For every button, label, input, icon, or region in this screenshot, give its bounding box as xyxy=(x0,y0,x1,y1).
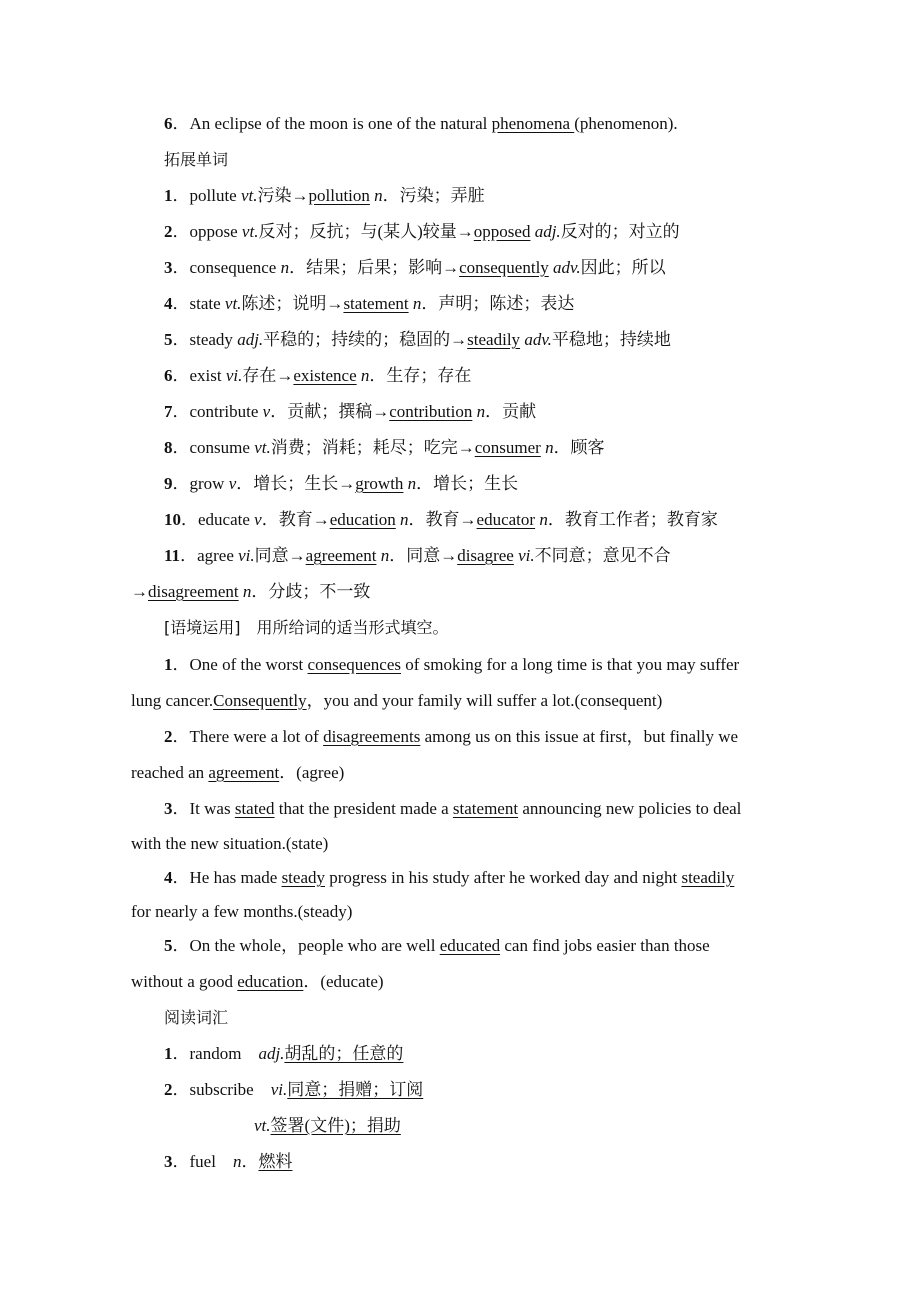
expand-item: 11．agree vi.同意→agreement n．同意→disagree vi.不同意；意见不合 xyxy=(164,546,671,565)
definition: ．贡献 xyxy=(485,402,537,421)
expand-item: 7．contribute v．贡献；撰稿→contribution n．贡献 xyxy=(164,402,537,421)
sentence-text: ．(educate) xyxy=(303,972,384,991)
pos: vi. xyxy=(238,546,255,565)
pos: n xyxy=(540,438,554,457)
answer-blank: stated xyxy=(234,799,275,818)
derived-word: statement xyxy=(343,294,409,313)
pos: adj. xyxy=(237,330,264,349)
expand-item: 3．consequence n．结果；后果；影响→consequently adv.因此；所以 xyxy=(164,258,666,277)
sentence-text: One of the worst xyxy=(189,655,308,674)
pos: n xyxy=(369,186,383,205)
expand-item: 5．steady adj.平稳的；持续的；稳固的→steadily adv.平稳地；持续地 xyxy=(164,330,671,349)
base-word: consequence xyxy=(189,258,281,277)
definition: ．结果；后果；影响→ xyxy=(289,258,460,277)
pos: n xyxy=(408,294,422,313)
sentence-text: among us on this issue at first，but finally we xyxy=(420,727,739,746)
sentence-text: can find jobs easier than those xyxy=(500,936,710,955)
sentence-text: On the whole，people who are well xyxy=(189,936,440,955)
derived-word: pollution xyxy=(308,186,370,205)
answer-blank: steady xyxy=(281,868,325,887)
hint-text: (phenomenon). xyxy=(574,114,678,133)
item-number: 11 xyxy=(164,546,181,565)
base-word: steady xyxy=(189,330,238,349)
reading-item: 1．random adj.胡乱的；任意的 xyxy=(164,1044,404,1063)
derived-word: consequently xyxy=(459,258,549,277)
pos: n xyxy=(280,258,290,277)
sentence-text: that the president made a xyxy=(274,799,453,818)
expand-item: 1．pollute vt.污染→pollution n．污染；弄脏 xyxy=(164,186,485,205)
answer-blank: phenomena xyxy=(491,114,575,133)
definition: 消费；消耗；耗尽；吃完→ xyxy=(270,438,475,457)
item-number: 2 xyxy=(164,222,173,241)
arrow: → xyxy=(131,582,148,601)
item-number: 5 xyxy=(164,330,173,349)
pos: n xyxy=(403,474,417,493)
pos: n xyxy=(395,510,409,529)
definition: ．教育→ xyxy=(408,510,477,529)
sentence-text: for nearly a few months.(steady) xyxy=(131,902,353,921)
pos: vt. xyxy=(224,294,242,313)
definition: 同意；捐赠；订阅 xyxy=(287,1080,424,1099)
answer-blank: statement xyxy=(452,799,519,818)
item-number: 5 xyxy=(164,936,173,955)
pos: adv. xyxy=(520,330,552,349)
definition: ．贡献；撰稿→ xyxy=(270,402,390,421)
item-number: 3 xyxy=(164,1152,173,1171)
item-number: 10 xyxy=(164,510,181,529)
sentence-text: He has made xyxy=(189,868,282,887)
context-item: 3．It was stated that the president made a statement announcing new policies to deal xyxy=(164,799,742,818)
item-number: 1 xyxy=(164,1044,173,1063)
pos: adj. xyxy=(258,1044,285,1063)
sentence-text: There were a lot of xyxy=(189,727,324,746)
pos: adj. xyxy=(530,222,561,241)
base-word: pollute xyxy=(189,186,241,205)
definition: ．同意→ xyxy=(389,546,458,565)
item-number: 2 xyxy=(164,1080,173,1099)
definition: 反对；反抗；与(某人)较量→ xyxy=(258,222,474,241)
context-item: 4．He has made steady progress in his study after he worked day and night steadily xyxy=(164,868,735,887)
pos: v xyxy=(228,474,237,493)
answer-blank: education xyxy=(237,972,304,991)
context-item-line2 xyxy=(131,690,662,712)
reading-item: 3．fuel n．燃料 xyxy=(164,1152,293,1171)
base-word: oppose xyxy=(189,222,242,241)
definition-wrap: ．燃料 xyxy=(241,1152,293,1171)
base-word: consume xyxy=(189,438,255,457)
context-item: 2．There were a lot of disagreements among us on this issue at first，but finally we xyxy=(164,727,739,746)
item-number: 2 xyxy=(164,727,173,746)
sentence-text: announcing new policies to deal xyxy=(518,799,742,818)
pos: vt. xyxy=(241,222,259,241)
reading-item: 2．subscribe vi.同意；捐赠；订阅 xyxy=(164,1080,424,1099)
pos: vi. xyxy=(225,366,243,385)
item-number: 3 xyxy=(164,799,173,818)
definition: 陈述；说明→ xyxy=(241,294,344,313)
pos: v xyxy=(254,510,262,529)
base-word: exist xyxy=(189,366,226,385)
context-item-line2 xyxy=(131,762,344,784)
pos: vt. xyxy=(240,186,258,205)
context-item-line2 xyxy=(131,901,352,923)
sentence-text: progress in his study after he worked day and night xyxy=(325,868,682,887)
expand-item: 4．state vt.陈述；说明→statement n．声明；陈述；表达 xyxy=(164,294,575,313)
sentence-text: It was xyxy=(189,799,235,818)
pos: n xyxy=(232,1152,242,1171)
pos: n xyxy=(472,402,486,421)
reading-item-sense xyxy=(254,1115,401,1137)
answer-blank: steadily xyxy=(681,868,735,887)
pos: n xyxy=(535,510,548,529)
sentence-text: lung cancer. xyxy=(131,691,214,710)
definition: 平稳的；持续的；稳固的→ xyxy=(263,330,468,349)
base-word: grow xyxy=(189,474,229,493)
pos: n xyxy=(376,546,390,565)
context-item-line2 xyxy=(131,833,328,855)
definition: 反对的；对立的 xyxy=(560,222,680,241)
sentence-text: reached an xyxy=(131,763,209,782)
base-word: agree xyxy=(197,546,239,565)
definition: ．分歧；不一致 xyxy=(251,582,371,601)
item-number: 6 xyxy=(164,366,173,385)
definition: 同意→ xyxy=(254,546,306,565)
derived-word: disagreement xyxy=(148,582,239,601)
definition: ．污染；弄脏 xyxy=(382,186,485,205)
derived-word: education xyxy=(329,510,396,529)
item-number: 1 xyxy=(164,655,173,674)
answer-blank: Consequently xyxy=(213,691,307,710)
answer-blank: agreement xyxy=(208,763,280,782)
pos: vt. xyxy=(254,438,271,457)
definition: 不同意；意见不合 xyxy=(534,546,671,565)
definition: 污染→ xyxy=(257,186,309,205)
sentence-text: ，you and your family will suffer a lot.(consequent) xyxy=(306,691,663,710)
definition: 平稳地；持续地 xyxy=(551,330,671,349)
definition: ．增长；生长→ xyxy=(236,474,356,493)
expand-item: 2．oppose vt.反对；反抗；与(某人)较量→opposed adj.反对的；对立的 xyxy=(164,222,680,241)
derived-word: agreement xyxy=(305,546,377,565)
definition: 存在→ xyxy=(242,366,294,385)
derived-word: educator xyxy=(476,510,536,529)
base-word: state xyxy=(189,294,225,313)
derived-word: contribution xyxy=(389,402,473,421)
item-number: 4 xyxy=(164,868,173,887)
sentence-text: without a good xyxy=(131,972,238,991)
answer-blank: consequences xyxy=(307,655,401,674)
vocab-word: random xyxy=(189,1044,242,1063)
derived-word: consumer xyxy=(474,438,541,457)
definition: ．顾客 xyxy=(553,438,605,457)
pos: n xyxy=(238,582,252,601)
sentence-text: ．(agree) xyxy=(279,763,345,782)
item-number: 7 xyxy=(164,402,173,421)
context-item: 5．On the whole，people who are well educated can find jobs easier than those xyxy=(164,936,710,955)
instruction: 用所给词的适当形式填空。 xyxy=(256,618,449,637)
answer-blank: educated xyxy=(439,936,501,955)
derived-word: existence xyxy=(293,366,357,385)
derived-word: opposed xyxy=(473,222,531,241)
pos: v xyxy=(262,402,271,421)
expand-item: 8．consume vt.消费；消耗；耗尽；吃完→consumer n．顾客 xyxy=(164,438,605,457)
definition: ．增长；生长 xyxy=(416,474,519,493)
expand-item: 10．educate v．教育→education n．教育→educator n．教育工作者；教育家 xyxy=(164,510,718,529)
pos: vi. xyxy=(513,546,535,565)
expand-item: 6．exist vi.存在→existence n．生存；存在 xyxy=(164,366,472,385)
definition: ．生存；存在 xyxy=(369,366,472,385)
base-word: educate xyxy=(198,510,255,529)
derived-word: growth xyxy=(355,474,404,493)
derived-word: disagree xyxy=(457,546,514,565)
base-word: contribute xyxy=(189,402,263,421)
definition: ．教育→ xyxy=(261,510,330,529)
vocab-word: fuel xyxy=(189,1152,216,1171)
pos: adv. xyxy=(548,258,581,277)
context-tag: [语境运用] xyxy=(164,618,241,637)
definition: 签署(文件)；捐助 xyxy=(270,1116,401,1135)
definition: ．教育工作者；教育家 xyxy=(547,510,718,529)
expand-item: 9．grow v．增长；生长→growth n．增长；生长 xyxy=(164,474,519,493)
definition: 因此；所以 xyxy=(580,258,666,277)
expand-item-continuation xyxy=(131,581,370,603)
item-number: 6 xyxy=(164,114,173,133)
item-number: 4 xyxy=(164,294,173,313)
context-item-line2 xyxy=(131,971,384,993)
context-item: 1．One of the worst consequences of smoking for a long time is that you may suffer xyxy=(164,655,740,674)
pos: vi. xyxy=(270,1080,288,1099)
sentence-text: An eclipse of the moon is one of the natural xyxy=(189,114,492,133)
item-number: 9 xyxy=(164,474,173,493)
section-heading-context xyxy=(164,617,449,639)
item-number: 3 xyxy=(164,258,173,277)
derived-word: steadily xyxy=(467,330,521,349)
section-heading-expand: 拓展单词 xyxy=(164,150,229,169)
vocab-word: subscribe xyxy=(189,1080,254,1099)
section-heading-reading: 阅读词汇 xyxy=(164,1008,229,1027)
sentence-text: with the new situation.(state) xyxy=(131,834,329,853)
definition: ．声明；陈述；表达 xyxy=(421,294,575,313)
definition: 燃料 xyxy=(258,1152,293,1171)
item-number: 8 xyxy=(164,438,173,457)
pos: n xyxy=(356,366,370,385)
top-item: 6．An eclipse of the moon is one of the natural phenomena (phenomenon). xyxy=(164,114,678,133)
definition: 胡乱的；任意的 xyxy=(284,1044,404,1063)
answer-blank: disagreements xyxy=(323,727,421,746)
pos: vt. xyxy=(254,1116,271,1135)
item-number: 1 xyxy=(164,186,173,205)
sentence-text: of smoking for a long time is that you may suffer xyxy=(401,655,740,674)
